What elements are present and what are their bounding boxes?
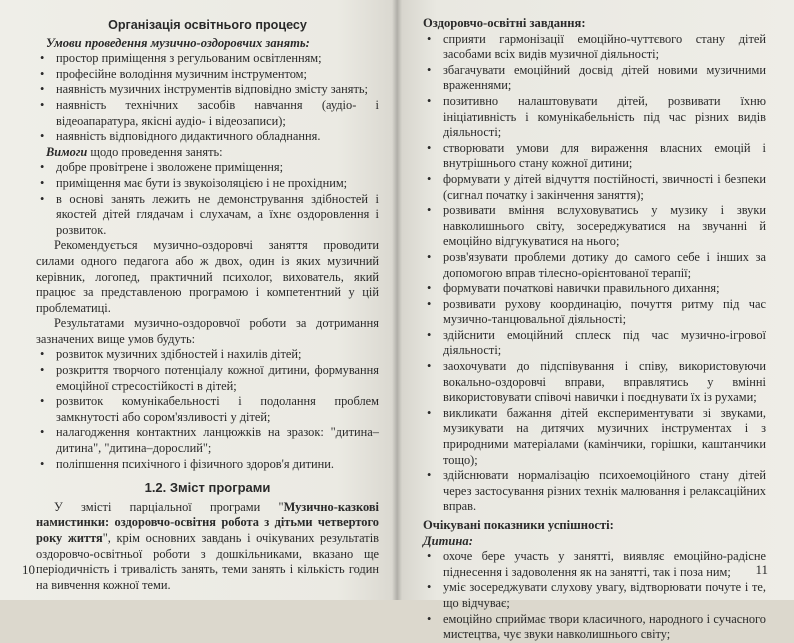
list-item: • сприяти гармонізації емоційно-чуттєвого стану дітей засобами всіх видів музичної діяльності; [423,32,766,63]
list-item: • наявність технічних засобів навчання (аудіо- і відеоапаратура, якісні аудіо- і відеозаписи); [36,98,379,129]
para-text: У змісті парціальної програми " [54,499,284,514]
list-item: • розв'язувати проблеми дотику до самого себе і інших за допомогою вправ тілесно-орієнтованої терапії; [423,250,766,281]
list-item: • наявність музичних інструментів відповідно змісту занять; [36,82,379,98]
list-item: • охоче бере участь у занятті, виявляє емоційно-радісне піднесення і задоволення як на занятті, так і поза ним; [423,549,766,580]
list-item: • створювати умови для вираження власних емоцій і внутрішнього стану кожної дитини; [423,141,766,172]
list-item: • викликати бажання дітей експериментувати зі звуками, музикувати на дитячих музичних інструментах і з природними матеріалами (камінчики, горішки, каштанчики тощо); [423,406,766,468]
list-item: • простор приміщення з регульованим освітленням; [36,51,379,67]
list-item: • налагодження контактних ланцюжків на зразок: "дитина–дитина", "дитина–дорослий"; [36,425,379,456]
list-item: • формувати початкові навички правильного дихання; [423,281,766,297]
list-item: • професійне володіння музичним інструментом; [36,67,379,83]
right-page [397,0,794,642]
org-heading: Організація освітнього процесу [108,18,307,32]
list-item: • в основі занять лежить не демонстрування здібностей і якостей дітей глядачам і слухачам, а їхнє оздоровлення і розвиток. [36,192,379,239]
list-item: • емоційно сприймає твори класичного, народного і сучасного мистецтва, чує звуки навколишнього світу; [423,612,766,643]
paragraph [36,500,379,594]
requirements-title [36,145,379,161]
conditions-list [36,51,379,145]
list-item: • розкриття творчого потенціалу кожної дитини, формування емоційної стресостійкості в дітей; [36,363,379,394]
list-item: • формувати у дітей відчуття постійності, звичності і безпеки (сигнал початку і закінчення заняття); [423,172,766,203]
list-item: • добре провітрене і зволожене приміщення; [36,160,379,176]
page-number: 10 [22,562,35,578]
list-item: • приміщення має бути із звукоізоляцією і не прохідним; [36,176,379,192]
section-title: 1.2. Зміст програми [144,480,271,496]
requirements-rest: щодо проведення занять: [87,144,223,159]
list-item: • уміє зосереджувати слухову увагу, відтворювати почуте і те, що відчуває; [423,580,766,611]
results-list [36,347,379,472]
list-item: • збагачувати емоційний досвід дітей новими музичними враженнями; [423,63,766,94]
book-gutter [392,0,402,600]
list-item: • розвивати рухову координацію, почуття ритму під час музично-танцювальної діяльності; [423,297,766,328]
requirements-bold: Вимоги [46,144,88,159]
list-item: • заохочувати до підспівування і співу, використовуючи вокально-оздоровчі вправи, вправлятись у вмінні використовувати співочі навички і поєднувати їх із рухами; [423,359,766,406]
expected-list [423,549,766,643]
paragraph: Рекомендується музично-оздоровчі заняття проводити силами одного педагога або ж двох, один із яких музичний керівник, логопед, практичний психолог, вихователь, який працює за представленою програмою і компетентний у цій проблематиці. [36,238,379,315]
list-item: • розвивати вміння вслуховуватись у музику і звуки навколишнього світу, зосереджуватися на звучанні й емоційно відгукуватися на нього; [423,203,766,250]
tasks-list [423,32,766,515]
child-label: Дитина: [423,533,473,548]
list-item: • здійснити емоційний сплеск під час музично-ігрової діяльності; [423,328,766,359]
program-title: Музично-казкові намистинки: оздоровчо-освітня робота з дітьми четвертого року життя [36,499,379,545]
paragraph: Результатами музично-оздоровчої роботи за дотримання зазначених вище умов будуть: [36,316,379,346]
list-item: • позитивно налаштовувати дітей, розвивати їхню ініціативність і комунікабельність під час різних видів діяльності; [423,94,766,141]
requirements-list [36,160,379,238]
list-item: • здійснювати нормалізацію психоемоційного стану дітей через застосування різних технік малювання і релаксаційних вправ. [423,468,766,515]
page-number: 11 [755,562,768,578]
conditions-title: Умови проведення музично-оздоровчих занять: [46,35,310,50]
expected-title: Очікувані показники успішності: [423,518,614,532]
list-item: • розвиток комунікабельності і подолання проблем замкнутості або сором'язливості у дітей; [36,394,379,425]
para-text: ", крім основних завдань і очікуваних результатів оздоровчо-освітньої роботи з дошкільниками, вказано ще періодичність і тривалість занять, теми занять і кількість годин на вивчення кожної теми. [36,531,379,592]
left-page [0,0,397,600]
list-item: • наявність відповідного дидактичного обладнання. [36,129,379,145]
list-item: • розвиток музичних здібностей і нахилів дітей; [36,347,379,363]
list-item: • поліпшення психічного і фізичного здоров'я дитини. [36,457,379,473]
tasks-title: Оздоровчо-освітні завдання: [423,16,586,30]
